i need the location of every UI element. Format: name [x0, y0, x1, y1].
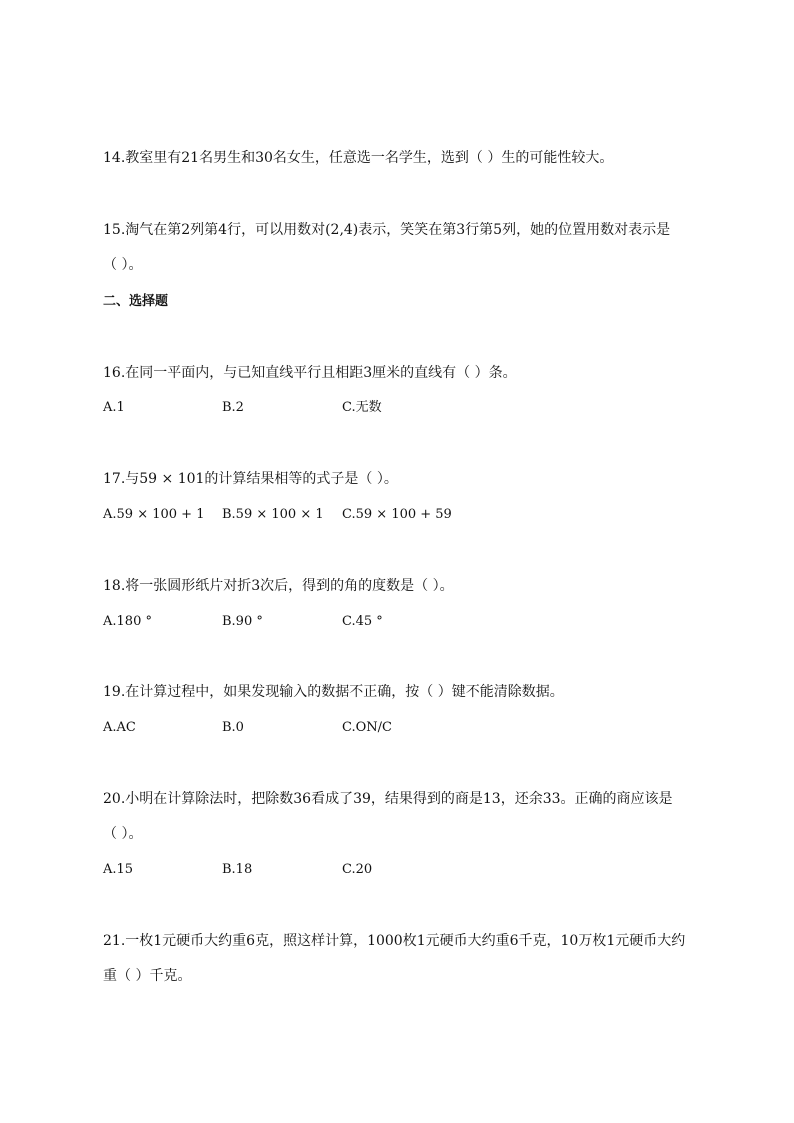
option-b: B.18	[222, 862, 253, 877]
option-c: C.ON/C	[342, 720, 392, 735]
option-a: A.15	[103, 862, 134, 877]
question-17-text: 17.与59 × 101的计算结果相等的式子是（ ）。	[103, 471, 398, 487]
option-a: A.1	[103, 400, 125, 415]
option-c: C.45 °	[342, 614, 383, 629]
option-a: A.59 × 100 + 1	[103, 507, 205, 522]
question-19-text: 19.在计算过程中，如果发现输入的数据不正确，按（ ）键不能清除数据。	[103, 684, 564, 700]
question-15-text-line1: 15.淘气在第2列第4行，可以用数对(2,4)表示，笑笑在第3行第5列，她的位置用数对表示是	[103, 222, 671, 238]
question-15-text-line2: （ ）。	[103, 257, 143, 273]
option-b: B.0	[222, 720, 244, 735]
option-c: C.20	[342, 862, 373, 877]
option-b: B.2	[222, 400, 244, 415]
question-20-text-line1: 20.小明在计算除法时，把除数36看成了39，结果得到的商是13，还余33。正确的商应该是	[103, 791, 673, 807]
question-20-text-line2: （ ）。	[103, 826, 143, 842]
section-heading: 二、选择题	[103, 294, 169, 309]
question-18-text: 18.将一张圆形纸片对折3次后，得到的角的度数是（ ）。	[103, 578, 454, 594]
option-c: C.59 × 100 + 59	[342, 507, 452, 522]
question-16-text: 16.在同一平面内，与已知直线平行且相距3厘米的直线有（ ）条。	[103, 365, 517, 381]
option-a: A.180 °	[103, 614, 152, 629]
option-b: B.59 × 100 × 1	[222, 507, 324, 522]
question-14-text: 14.教室里有21名男生和30名女生，任意选一名学生，选到（ ）生的可能性较大。	[103, 150, 614, 166]
option-b: B.90 °	[222, 614, 263, 629]
option-a: A.AC	[103, 720, 136, 735]
question-21-text-line2: 重（ ）千克。	[103, 968, 192, 984]
option-c: C.无数	[342, 400, 382, 415]
question-21-text-line1: 21.一枚1元硬币大约重6克，照这样计算，1000枚1元硬币大约重6千克，10万枚1元硬币大约	[103, 933, 686, 949]
